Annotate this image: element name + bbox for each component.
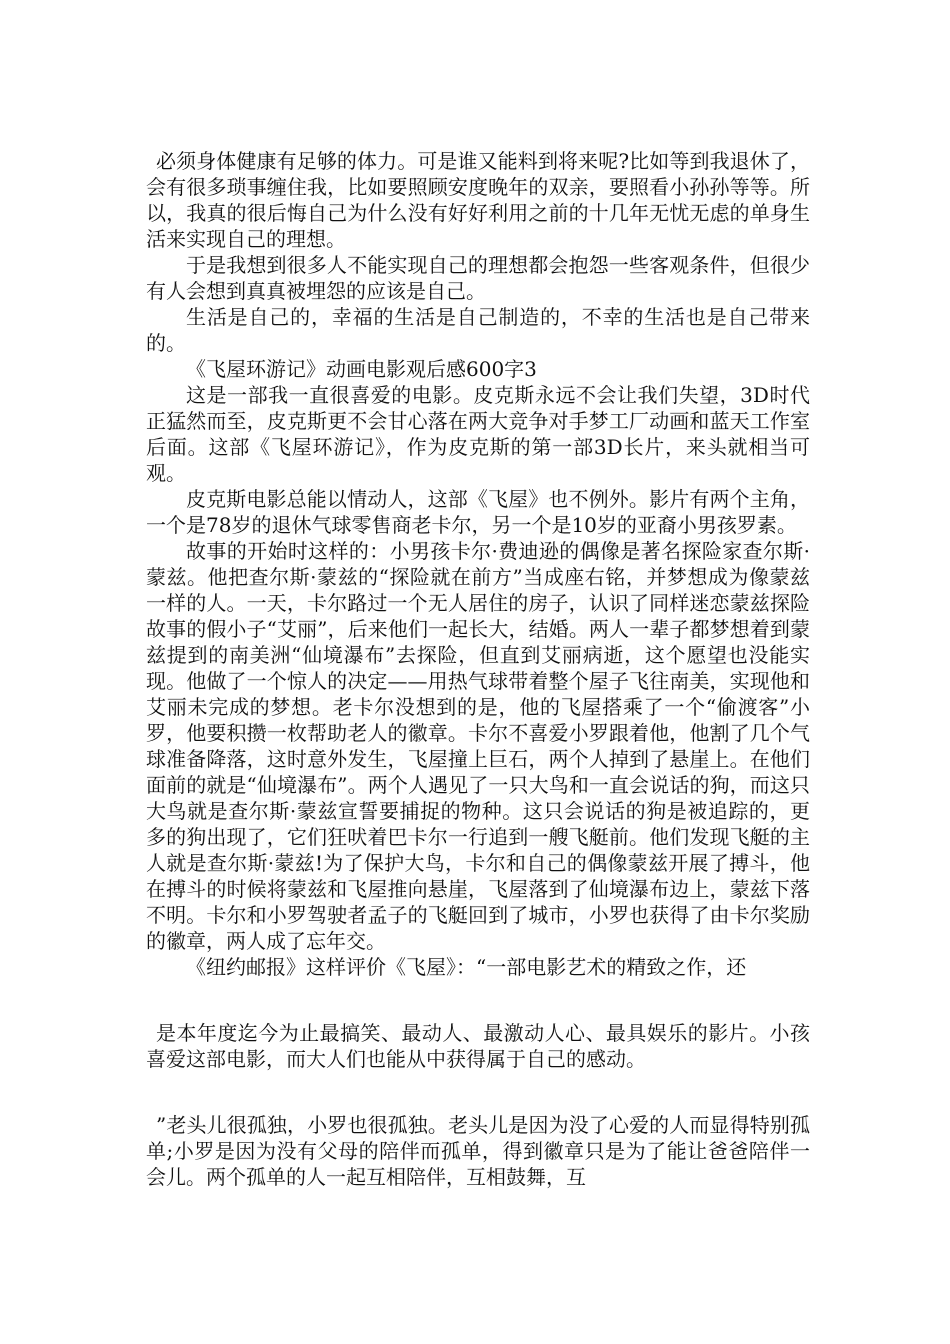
paragraph-pixar: 这是一部我一直很喜爱的电影。皮克斯永远不会让我们失望，3D时代正猛然而至，皮克斯更不会甘心落在两大竞争对手梦工厂动画和蓝天工作室后面。这部《飞屋环游记》，作为皮克斯的第一部3D长片，来头就相当可观。: [146, 383, 810, 485]
page-break-gap: [146, 980, 810, 1020]
section-heading: 《飞屋环游记》动画电影观后感600字3: [186, 357, 537, 381]
paragraph-story: 故事的开始时这样的：小男孩卡尔·费迪逊的偶像是著名探险家查尔斯·蒙兹。他把查尔斯·蒙兹的“探险就在前方”当成座右铭，并梦想成为像蒙兹一样的人。一天，卡尔路过一个无人居住的房子，认识了同样迷恋蒙兹探险故事的假小子“艾丽”，后来他们一起长大，结婚。两人一辈子都梦想着到蒙兹提到的南美洲“仙境瀑布”去探险，但直到艾丽病逝，这个愿望也没能实现。他做了一个惊人的决定——用热气球带着整个屋子飞往南美，实现他和艾丽未完成的梦想。老卡尔没想到的是，他的飞屋搭乘了一个“偷渡客”小罗，他要积攒一枚帮助老人的徽章。卡尔不喜爱小罗跟着他，他割了几个气球准备降落，这时意外发生，飞屋撞上巨石，两个人掉到了悬崖上。在他们面前的就是“仙境瀑布”。两个人遇见了一只大鸟和一直会说话的狗，而这只大鸟就是查尔斯·蒙兹宣誓要捕捉的物种。这只会说话的狗是被追踪的，更多的狗出现了，它们狂吠着巴卡尔一行追到一艘飞艇前。他们发现飞艇的主人就是查尔斯·蒙兹!为了保护大鸟，卡尔和自己的偶像蒙兹开展了搏斗，他在搏斗的时候将蒙兹和飞屋推向悬崖，飞屋落到了仙境瀑布边上，蒙兹下落不明。卡尔和小罗驾驶者孟子的飞艇回到了城市，小罗也获得了由卡尔奖励的徽章，两人成了忘年交。: [146, 539, 810, 953]
paragraph-review-end: 是本年度迄今为止最搞笑、最动人、最激动人心、最具娱乐的影片。小孩喜爱这部电影，而大人们也能从中获得属于自己的感动。: [146, 1021, 810, 1071]
paragraph-characters: 皮克斯电影总能以情动人，这部《飞屋》也不例外。影片有两个主角，一个是78岁的退休气球零售商老卡尔，另一个是10岁的亚裔小男孩罗素。: [146, 487, 810, 537]
paragraph-review-start: 《纽约邮报》这样评价《飞屋》：“一部电影艺术的精致之作，还: [186, 955, 747, 979]
paragraph-complaint: 于是我想到很多人不能实现自己的理想都会抱怨一些客观条件，但很少有人会想到真真被埋怨的应该是自己。: [146, 253, 810, 303]
paragraph-life: 生活是自己的，幸福的生活是自己制造的，不幸的生活也是自己带来的。: [146, 305, 810, 355]
page-break-gap: [146, 1072, 810, 1112]
paragraph-health: 必须身体健康有足够的体力。可是谁又能料到将来呢?比如等到我退休了，会有很多琐事缠住我，比如要照顾安度晚年的双亲，要照看小孙孙等等。所以，我真的很后悔自己为什么没有好好利用之前的十几年无忧无虑的单身生活来实现自己的理想。: [146, 149, 810, 251]
document-page: [146, 148, 810, 1190]
paragraph-lonely: ”老头儿很孤独，小罗也很孤独。老头儿是因为没了心爱的人而显得特别孤单;小罗是因为没有父母的陪伴而孤单，得到徽章只是为了能让爸爸陪伴一会儿。两个孤单的人一起互相陪伴，互相鼓舞，互: [146, 1113, 810, 1189]
